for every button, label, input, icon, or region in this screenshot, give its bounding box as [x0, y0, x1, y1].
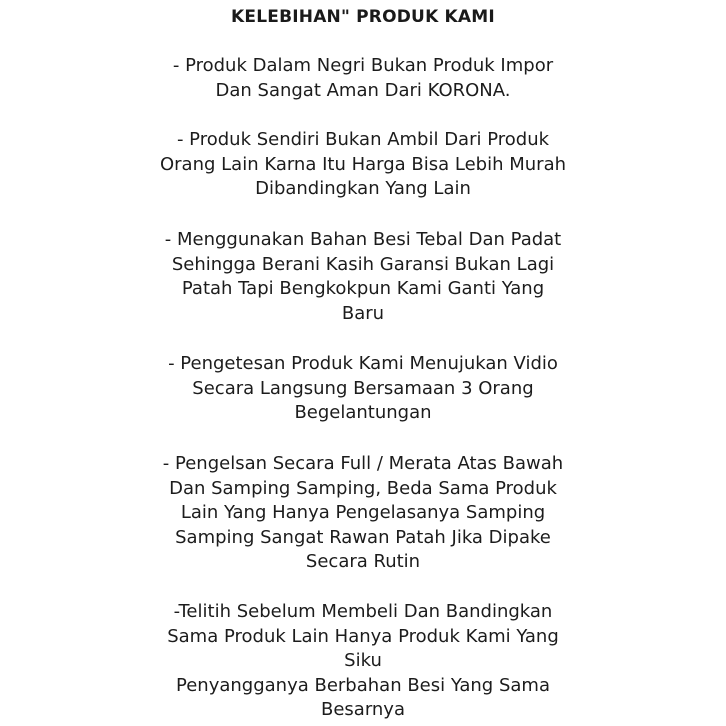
- paragraph-5: [0, 452, 726, 575]
- paragraph-line: Begelantungan: [294, 402, 432, 424]
- paragraph-line: Sama Produk Lain Hanya Produk Kami Yang: [167, 625, 559, 647]
- paragraph-line: Sehingga Berani Kasih Garansi Bukan Lagi: [171, 253, 555, 275]
- paragraph-line: Secara Rutin: [305, 551, 421, 573]
- paragraph-line: Dan Samping Samping, Beda Sama Produk: [169, 477, 557, 499]
- paragraph-6: [0, 600, 726, 723]
- paragraph-line: Orang Lain Karna Itu Harga Bisa Lebih Murah: [159, 153, 567, 175]
- paragraph-line: Samping Sangat Rawan Patah Jika Dipake: [175, 526, 551, 548]
- paragraph-line: - Pengetesan Produk Kami Menujukan Vidio: [168, 353, 558, 374]
- paragraph-line: - Produk Sendiri Bukan Ambil Dari Produk: [176, 129, 550, 150]
- paragraph-line: - Pengelsan Secara Full / Merata Atas Bawah: [162, 453, 564, 474]
- paragraph-line: Besarnya: [320, 699, 405, 721]
- paragraph-line: - Produk Dalam Negri Bukan Produk Impor: [172, 55, 554, 76]
- paragraph-line: Dibandingkan Yang Lain: [255, 178, 471, 200]
- paragraph-4: [0, 352, 726, 426]
- paragraph-3: [0, 228, 726, 326]
- paragraph-line: -Telitih Sebelum Membeli Dan Bandingkan: [173, 601, 553, 622]
- paragraph-line: Siku: [344, 650, 382, 672]
- paragraph-line: - Menggunakan Bahan Besi Tebal Dan Padat: [164, 229, 562, 250]
- paragraph-line: Patah Tapi Bengkokpun Kami Ganti Yang: [181, 278, 545, 300]
- document-title: KELEBIHAN" PRODUK KAMI: [231, 7, 495, 27]
- paragraph-1: [0, 54, 726, 103]
- paragraph-line: Dan Sangat Aman Dari KORONA.: [215, 79, 511, 101]
- paragraph-line: Secara Langsung Bersamaan 3 Orang: [192, 377, 534, 399]
- paragraph-line: Penyangganya Berbahan Besi Yang Sama: [176, 674, 550, 696]
- paragraph-line: Lain Yang Hanya Pengelasanya Samping: [180, 502, 546, 524]
- paragraph-2: [0, 128, 726, 202]
- paragraph-line: Baru: [341, 302, 385, 324]
